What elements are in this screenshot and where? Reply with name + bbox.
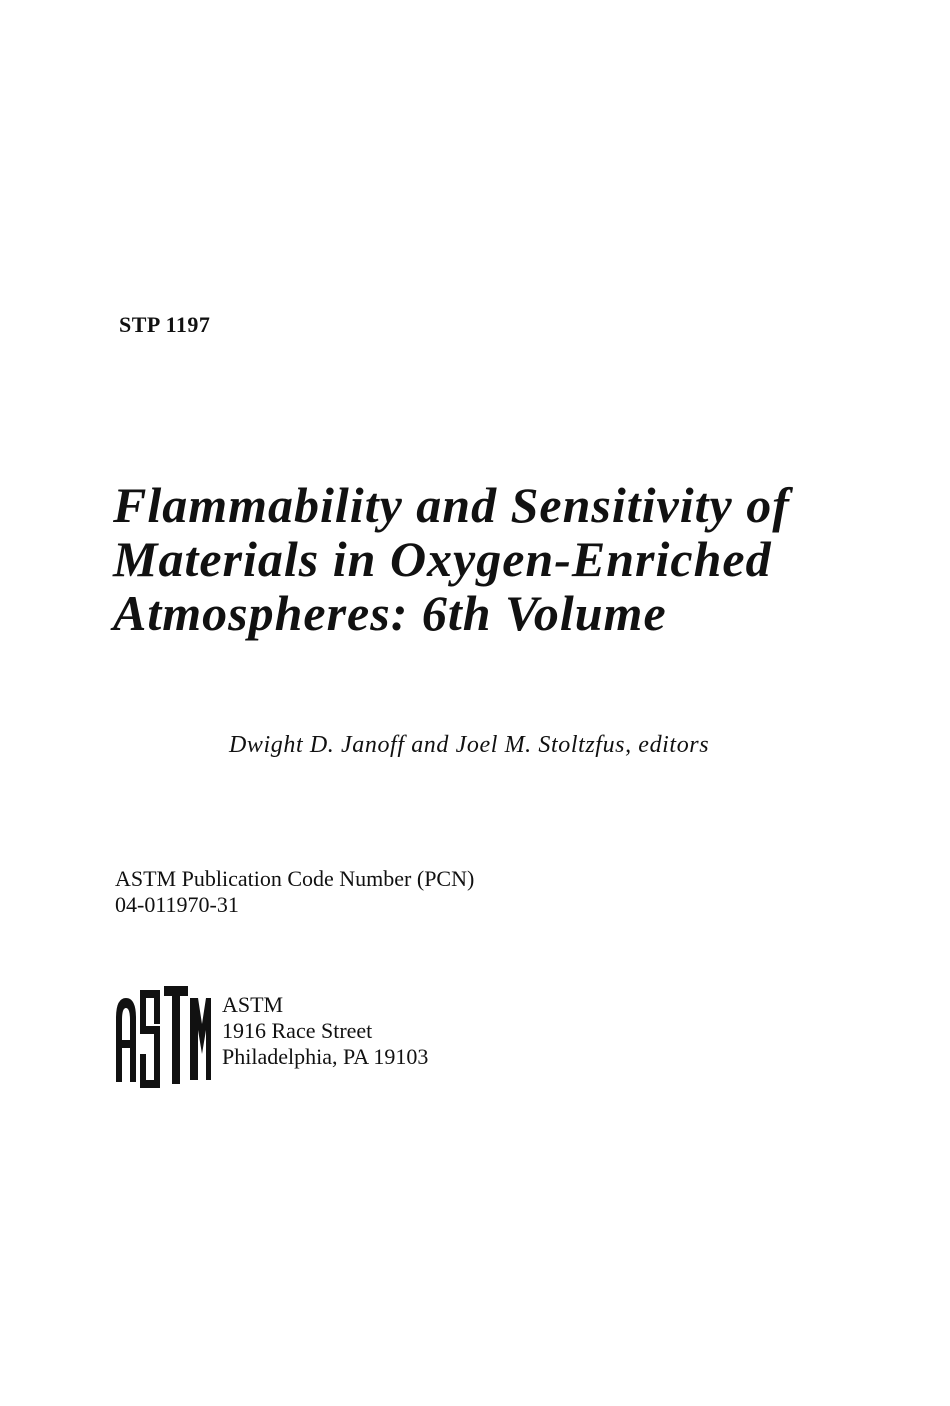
title-line-1: Flammability and Sensitivity of — [113, 477, 790, 533]
publisher-street: 1916 Race Street — [222, 1018, 373, 1043]
publisher-city: Philadelphia, PA 19103 — [222, 1044, 429, 1069]
pcn-label: ASTM Publication Code Number (PCN) — [115, 866, 475, 891]
publication-code — [115, 866, 474, 918]
astm-logo-icon — [114, 984, 212, 1088]
series-code: STP 1197 — [119, 312, 211, 337]
editors-line: Dwight D. Janoff and Joel M. Stoltzfus, editors — [229, 732, 710, 758]
publisher-block — [114, 984, 514, 1094]
publisher-name: ASTM — [222, 992, 284, 1017]
book-title — [113, 478, 913, 640]
publisher-address — [222, 992, 428, 1070]
title-line-3: Atmospheres: 6th Volume — [113, 585, 667, 641]
pcn-number: 04-011970-31 — [115, 892, 239, 917]
title-line-2: Materials in Oxygen-Enriched — [113, 531, 772, 587]
